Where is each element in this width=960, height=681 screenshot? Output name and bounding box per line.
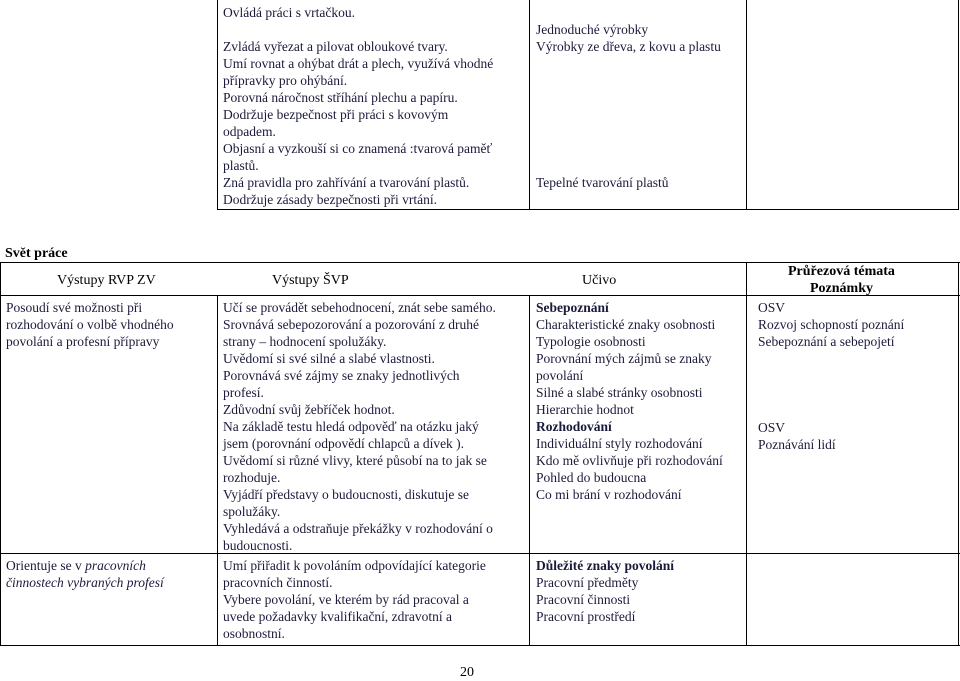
main-table-border bbox=[0, 262, 1, 646]
main-table-border bbox=[0, 645, 960, 646]
row2-svp: Umí přiřadit k povoláním odpovídající kategorie pracovních činností. Vybere povolání, ve kterém by rád pracoval a uvede požadavky kvalifikační, zdravotní a osobnostní. bbox=[223, 558, 486, 641]
top-col1-text: Ovládá práci s vrtačkou. Zvládá vyřezat a pilovat obloukové tvary. Umí rovnat a ohýbat drát a plech, využívá vhodné přípravky pro ohýbání. Porovná náročnost stříhání plechu a papíru. Dodržuje bezpečnost při práci s kovovým odpadem. Objasní a vyzkouší si co znamená :tvarová paměť plastů. Zná pravidla pro zahřívání a tvarování plastů. Dodržuje zásady bezpečnosti při vrtání. bbox=[223, 5, 494, 207]
header-svp: Výstupy ŠVP bbox=[272, 273, 349, 288]
ucivo-sebepoznani-title: Sebepoznání bbox=[536, 300, 609, 315]
header-prurezova: Průřezová témata bbox=[788, 264, 895, 279]
header-ucivo: Učivo bbox=[582, 273, 617, 288]
row1-rvp: Posoudí své možnosti při rozhodování o volbě vhodného povolání a profesní přípravy bbox=[6, 300, 174, 349]
ucivo-znaky-povolani-title: Důležité znaky povolání bbox=[536, 558, 675, 573]
top-col2-bottom: Tepelné tvarování plastů bbox=[536, 175, 669, 190]
row1-pt-1: OSV Rozvoj schopností poznání Sebepoznání a sebepojetí bbox=[758, 300, 905, 349]
top-table-border bbox=[746, 0, 747, 210]
header-poznamky: Poznámky bbox=[810, 281, 873, 296]
row1-ucivo: Sebepoznání Charakteristické znaky osobnosti Typologie osobnosti Porovnání mých zájmů se znaky povolání Silné a slabé stránky osobnosti Hierarchie hodnot Rozhodování Individuální styly rozhodování Kdo mě ovlivňuje při rozhodování Pohled do budoucna Co mi brání v rozhodování bbox=[536, 300, 723, 502]
top-col2-subtitle: Výrobky ze dřeva, z kovu a plastu bbox=[536, 39, 721, 54]
main-table-border bbox=[958, 262, 959, 646]
top-table-border bbox=[217, 0, 218, 210]
ucivo-rozhodovani-title: Rozhodování bbox=[536, 419, 612, 434]
top-table-border bbox=[529, 0, 530, 210]
top-table-border bbox=[217, 209, 959, 210]
section-title: Svět práce bbox=[5, 246, 68, 261]
row1-svp: Učí se provádět sebehodnocení, znát sebe samého. Srovnává sebepozorování a pozorování z druhé strany – hodnocení spolužáky. Uvědomí si své silné a slabé vlastnosti. Porovnává své zájmy se znaky jednotlivých profesí. Zdůvodní svůj žebříček hodnot. Na základě testu hledá odpověď na otázku jaký jsem (porovnání odpovědí chlapců a dívek ). Uvědomí si různé vlivy, které působí na to jak se rozhoduje. Vyjádří představy o budoucnosti, diskutuje se spolužáky. Vyhledává a odstraňuje překážky v rozhodování o budoucnosti. bbox=[223, 300, 496, 553]
page-number: 20 bbox=[460, 665, 474, 680]
top-table-border bbox=[958, 0, 959, 210]
main-table-border bbox=[529, 295, 530, 646]
header-rvp: Výstupy RVP ZV bbox=[57, 273, 156, 288]
main-table-border bbox=[217, 295, 218, 646]
top-col2-title: Jednoduché výrobky bbox=[536, 22, 649, 37]
row2-ucivo: Důležité znaky povolání Pracovní předměty Pracovní činnosti Pracovní prostředí bbox=[536, 558, 675, 624]
main-table-border bbox=[746, 262, 747, 646]
row2-rvp: Orientuje se v pracovních činnostech vybraných profesí bbox=[6, 558, 164, 590]
top-col2-text bbox=[536, 21, 721, 55]
row1-pt-2: OSV Poznávání lidí bbox=[758, 420, 836, 452]
